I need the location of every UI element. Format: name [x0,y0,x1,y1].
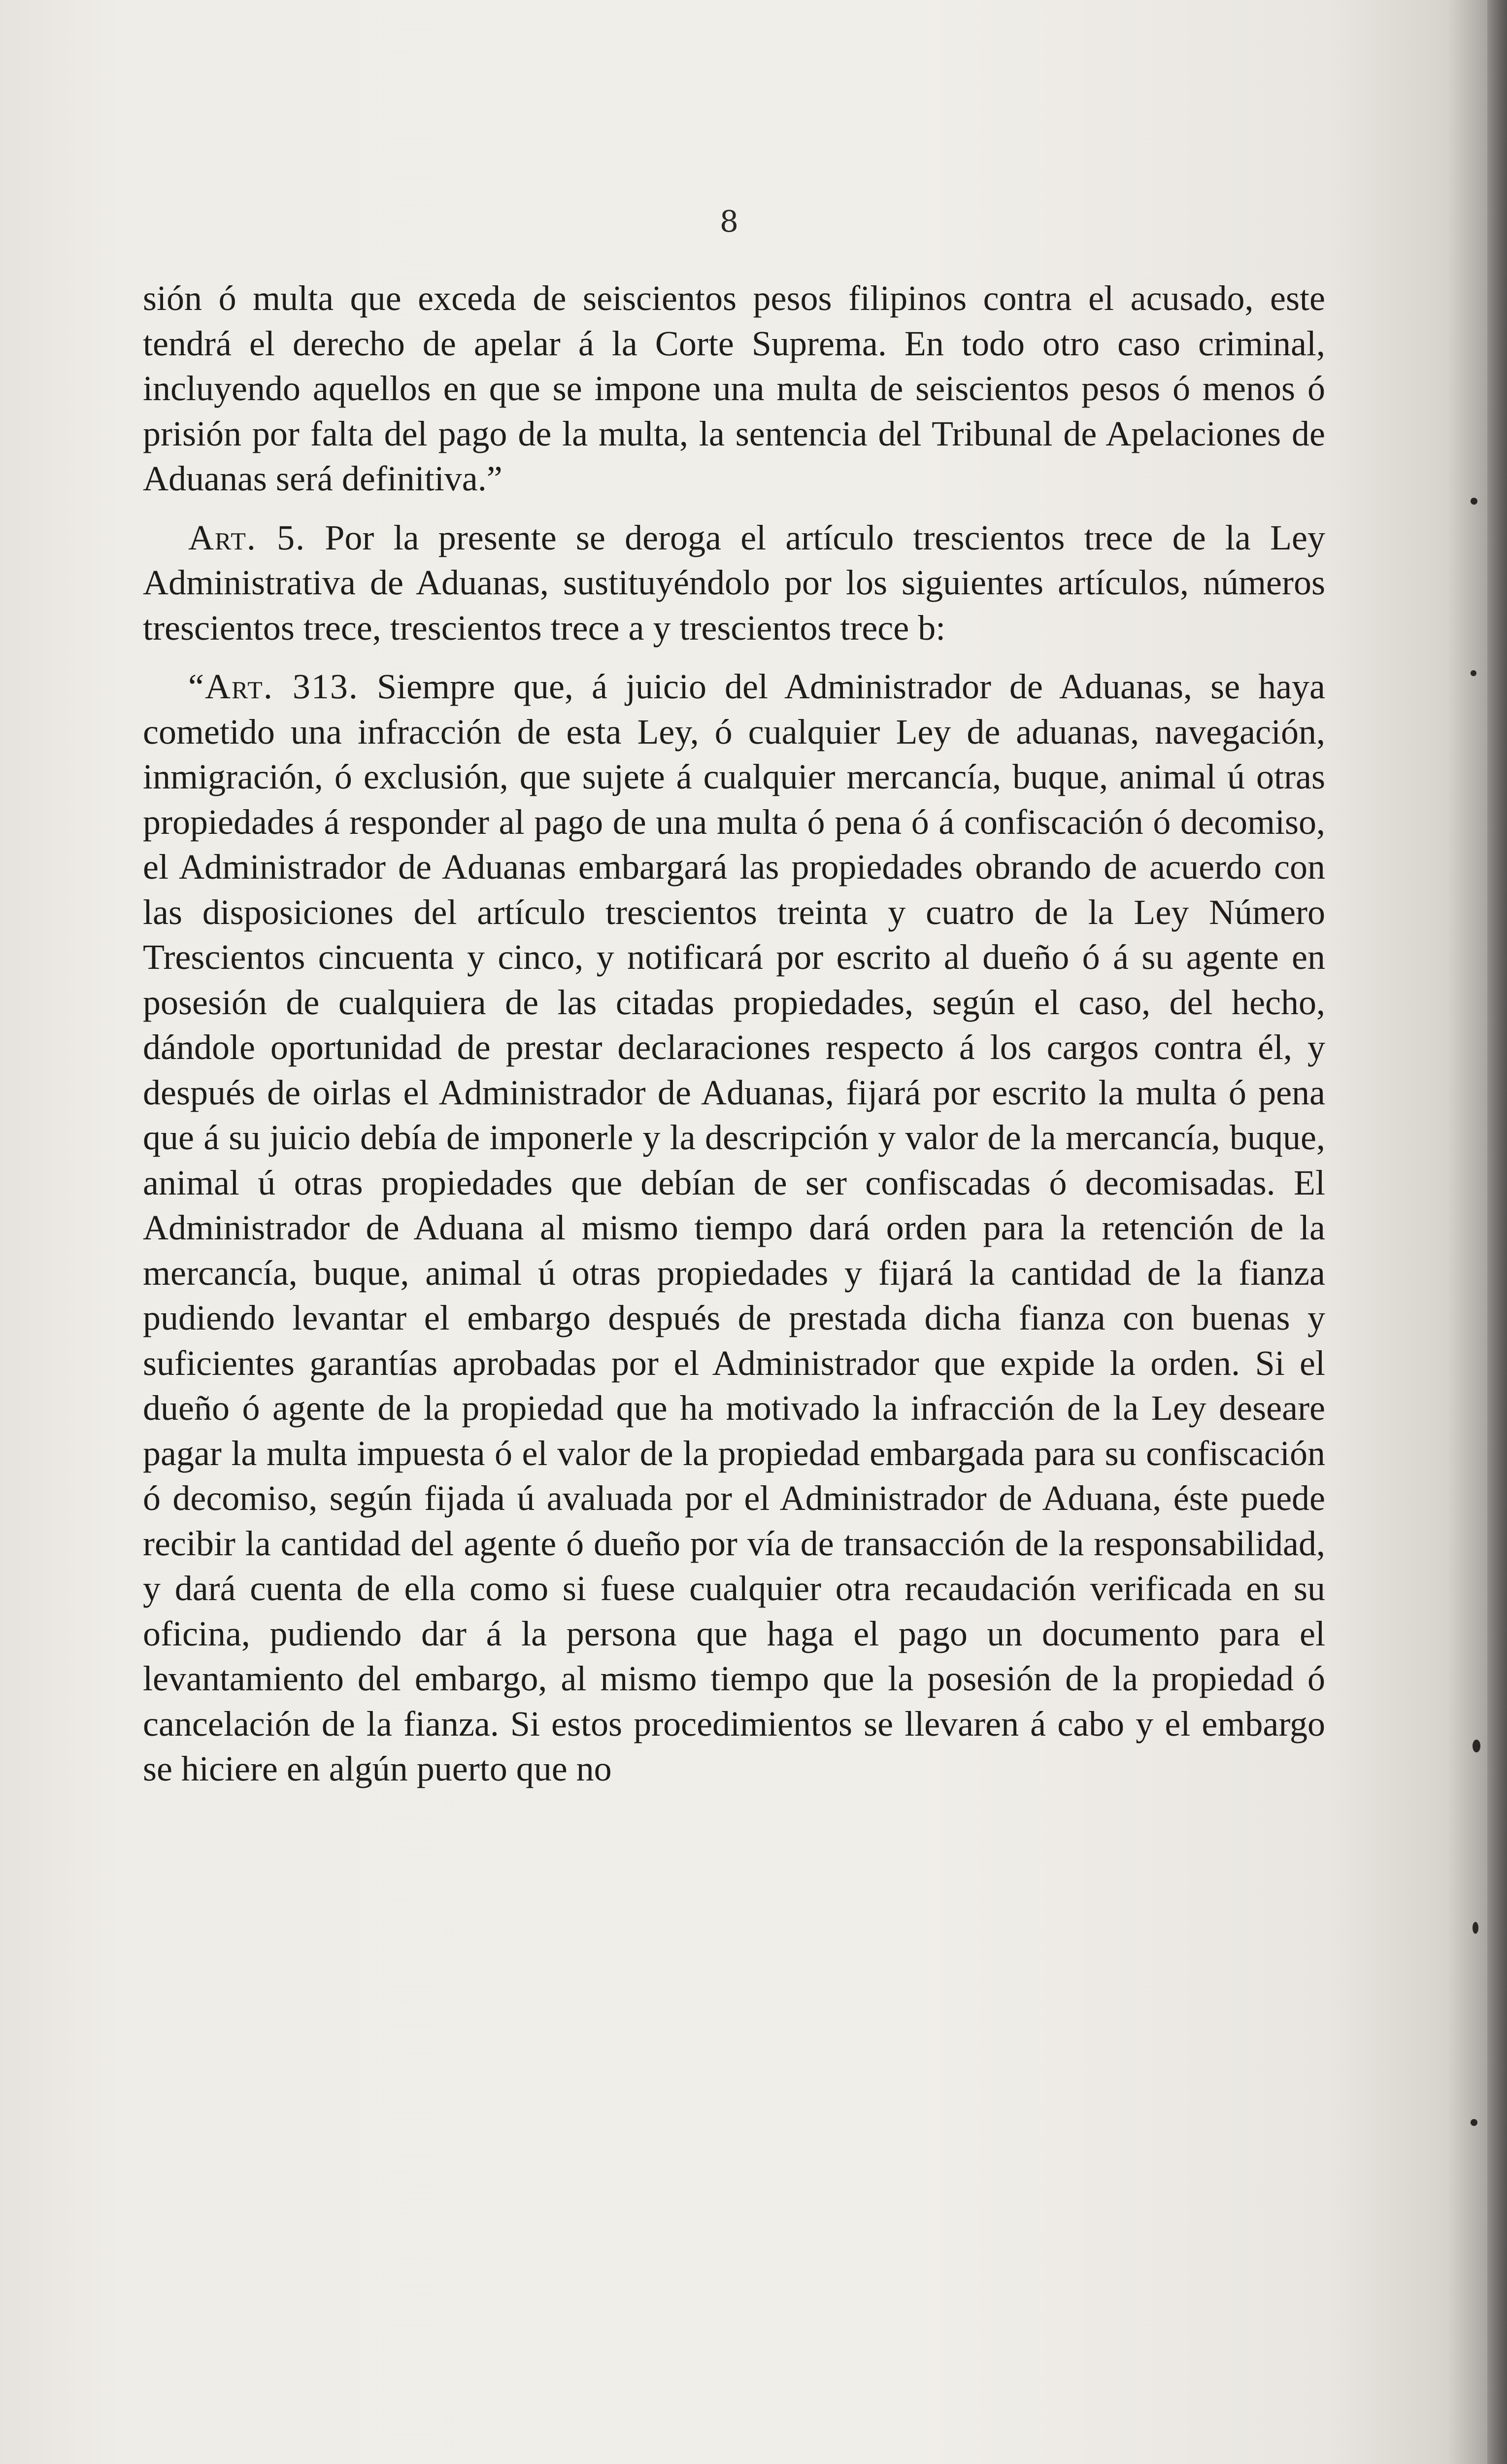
page-number: 8 [719,205,739,239]
print-speck [1473,1922,1478,1934]
paragraph-text: Siempre que, á juicio del Administrador de Aduanas, se haya cometido una infracción de esta Ley, ó cualquier Ley de aduanas, navegación, inmigración, ó exclusión, que sujete á cualquier mercancía, buque, animal ú otras propiedades á responder al pago de una multa ó pena ó á confiscación ó decomiso, el Administrador de Aduanas embargará las propiedades obrando de acuerdo con las disposiciones del artículo trescientos treinta y cuatro de la Ley Número Trescientos cincuenta y cinco, y notificará por escrito al dueño ó á su agente en posesión de cualquiera de las citadas propiedades, según el caso, del hecho, dándole oportunidad de prestar declaraciones respecto á los cargos contra él, y después de oirlas el Administrador de Aduanas, fijará por escrito la multa ó pena que á su juicio debía de imponerle y la descripción y valor de la mercancía, buque, animal ú otras propiedades que debían de ser confiscadas ó decomisadas. El Administrador de Aduana al mismo tiempo dará orden para la retención de la mercancía, buque, animal ú otras propiedades y fijará la cantidad de la fianza pudiendo levantar el embargo después de prestada dicha fianza con buenas y suficientes garantías aprobadas por el Administrador que expide la orden. Si el dueño ó agente de la propiedad que ha motivado la infracción de la Ley deseare pagar la multa impuesta ó el valor de la propiedad embargada para su confiscación ó decomiso, según fijada ú avaluada por el Administrador de Aduana, éste puede recibir la cantidad del agente ó dueño por vía de transacción de la responsabilidad, y dará cuenta de ella como si fuese cualquier otra recaudación verificada en su oficina, pudiendo dar á la persona que haga el pago un documento para el levantamiento del embargo, al mismo tiempo que la posesión de la propiedad ó cancelación de la fianza. Si estos procedimientos se llevaren á cabo y el embargo se hiciere en algún puerto que no [143,667,1326,1788]
paragraph-article-313 [143,664,1325,1792]
article-heading: Art. 5. [188,517,306,557]
body-text [143,276,1325,1792]
print-speck [1471,670,1476,676]
article-heading: “Art. 313. [188,667,359,706]
print-speck [1471,498,1477,505]
page-edge-dark [1487,0,1507,2464]
print-speck [1473,1740,1480,1752]
paragraph-article-5 [143,515,1325,651]
print-speck [1471,2119,1477,2126]
paragraph-continuation [143,276,1325,502]
paragraph-text: Por la presente se deroga el artículo trescientos trece de la Ley Administrativa de Aduanas, sustituyéndolo por los siguientes artículos, números trescientos trece, trescientos trece a y trescientos trece b: [143,517,1326,648]
paragraph-text: sión ó multa que exceda de seiscientos pesos filipinos contra el acusado, este tendrá el derecho de apelar á la Corte Suprema. En todo otro caso criminal, incluyendo aquellos en que se impone una multa de seiscientos pesos ó menos ó prisión por falta del pago de la multa, la sentencia del Tribunal de Apelaciones de Aduanas será definitiva.” [143,278,1325,498]
